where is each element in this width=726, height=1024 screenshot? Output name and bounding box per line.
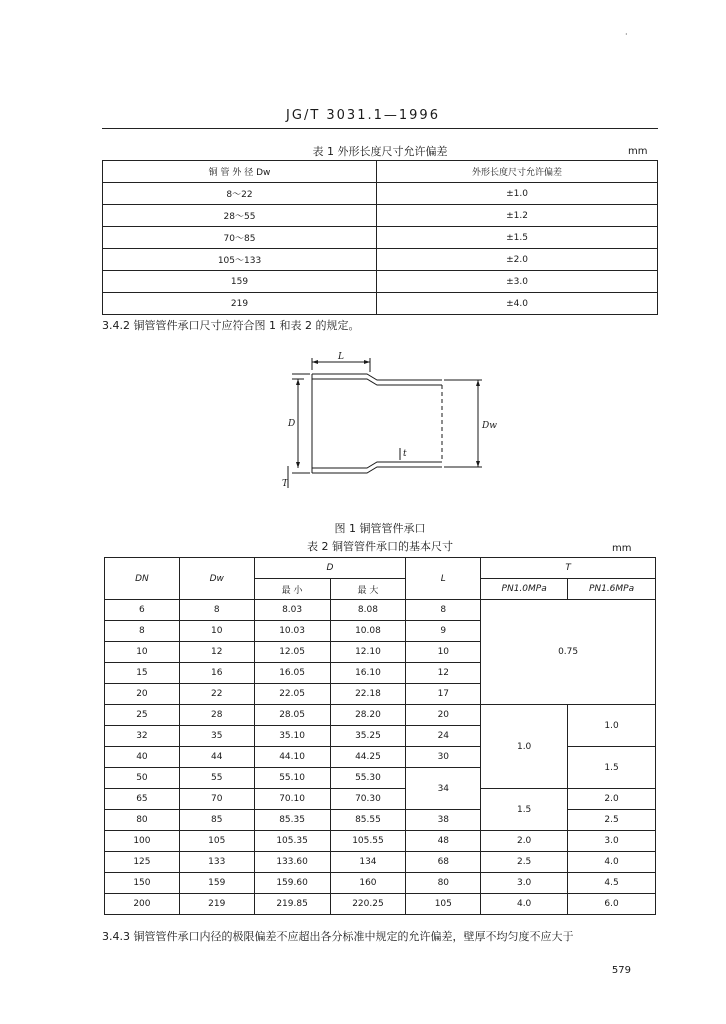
table-cell: ±1.2 [377, 205, 658, 227]
table-cell: 85.55 [330, 810, 406, 831]
table-row [105, 852, 656, 873]
table-cell: 25 [105, 705, 180, 726]
page-number: 579 [611, 965, 631, 976]
table-cell: 22.05 [254, 684, 330, 705]
table-row [103, 227, 658, 249]
table-cell: 219.85 [254, 894, 330, 915]
table-cell: 16.05 [254, 663, 330, 684]
table-cell: 100 [105, 831, 180, 852]
table-row [105, 894, 656, 915]
label-t: t [403, 449, 407, 459]
table-cell: 16.10 [330, 663, 406, 684]
page-header: JG/T 3031.1—1996 [286, 108, 440, 123]
table-cell: 133.60 [254, 852, 330, 873]
table-cell: 55 [179, 768, 254, 789]
table-cell: 48 [406, 831, 481, 852]
table-cell: 9 [406, 621, 481, 642]
table-cell: 219 [179, 894, 254, 915]
table-cell: 4.0 [568, 852, 656, 873]
table-cell: ±3.0 [377, 271, 658, 293]
table-cell: 105.55 [330, 831, 406, 852]
table-cell: 10 [105, 642, 180, 663]
table1-caption: 表 1 外形长度尺寸允许偏差 [312, 145, 448, 158]
table-cell: 105 [179, 831, 254, 852]
table-cell: 4.0 [481, 894, 568, 915]
table-cell: 1.5 [568, 747, 656, 789]
table-cell: 70 [179, 789, 254, 810]
table-cell: 8 [406, 600, 481, 621]
figure-socket-drawing [282, 348, 497, 493]
table-cell: ±4.0 [377, 293, 658, 315]
table-cell: 44.10 [254, 747, 330, 768]
table1-col-tolerance: 外形长度尺寸允许偏差 [377, 161, 658, 183]
table-cell: 24 [406, 726, 481, 747]
table-cell: 8～22 [103, 183, 377, 205]
table-row [105, 600, 656, 621]
label-Dw: Dw [482, 421, 497, 431]
table1-header-row [103, 161, 658, 183]
table-cell: 219 [103, 293, 377, 315]
table-cell: 2.5 [568, 810, 656, 831]
table-cell: 220.25 [330, 894, 406, 915]
table-cell: 28 [179, 705, 254, 726]
figure1-caption: 图 1 铜管管件承口 [334, 522, 426, 535]
table-cell: 12 [179, 642, 254, 663]
table-cell: 38 [406, 810, 481, 831]
table-cell: 10 [179, 621, 254, 642]
table-cell: 2.0 [568, 789, 656, 810]
table-cell: 34 [406, 768, 481, 810]
table-row [103, 249, 658, 271]
table-cell: 28.20 [330, 705, 406, 726]
label-T: T [282, 479, 289, 489]
table2 [104, 557, 656, 915]
table-cell: 105～133 [103, 249, 377, 271]
table-cell: 20 [105, 684, 180, 705]
table-cell: 105.35 [254, 831, 330, 852]
table-cell: 28～55 [103, 205, 377, 227]
table-cell: 150 [105, 873, 180, 894]
table-cell: 20 [406, 705, 481, 726]
table-cell: 3.0 [568, 831, 656, 852]
table-cell: 30 [406, 747, 481, 768]
table-row [103, 271, 658, 293]
table-cell: 68 [406, 852, 481, 873]
table-cell: 133 [179, 852, 254, 873]
table2-col-d-min: 最 小 [254, 579, 330, 600]
table-cell: 200 [105, 894, 180, 915]
table-cell: 28.05 [254, 705, 330, 726]
table-row [105, 831, 656, 852]
table-cell: 70.10 [254, 789, 330, 810]
table-cell: 70.30 [330, 789, 406, 810]
table2-col-t: T [481, 558, 656, 579]
table1-unit: mm [628, 146, 648, 157]
table1-col-dw: 铜 管 外 径 Dw [103, 161, 377, 183]
table-cell: 8 [179, 600, 254, 621]
paragraph-3-4-3: 3.4.3 铜管管件承口内径的极限偏差不应超出各分标准中规定的允许偏差，壁厚不均匀度不应大于 [102, 930, 574, 943]
paragraph-3-4-2: 3.4.2 铜管管件承口尺寸应符合图 1 和表 2 的规定。 [102, 319, 360, 332]
table-cell: 44.25 [330, 747, 406, 768]
table-cell: 3.0 [481, 873, 568, 894]
table1 [102, 160, 658, 315]
table-cell: 2.0 [481, 831, 568, 852]
table-row [105, 747, 656, 768]
table-cell: 1.0 [568, 705, 656, 747]
table-cell: 35.25 [330, 726, 406, 747]
table-cell: 17 [406, 684, 481, 705]
table-row [103, 293, 658, 315]
table-row [105, 873, 656, 894]
table-cell: 159 [179, 873, 254, 894]
table-row [105, 789, 656, 810]
table2-caption: 表 2 铜管管件承口的基本尺寸 [307, 540, 453, 553]
table-cell: 80 [406, 873, 481, 894]
table-cell: 12.05 [254, 642, 330, 663]
table-cell: 8.03 [254, 600, 330, 621]
table-cell: 4.5 [568, 873, 656, 894]
table-cell: 2.5 [481, 852, 568, 873]
table-cell: 12.10 [330, 642, 406, 663]
table-cell: 10.03 [254, 621, 330, 642]
table-cell: 15 [105, 663, 180, 684]
table-cell: 85 [179, 810, 254, 831]
table-cell: 55.30 [330, 768, 406, 789]
table2-header-row [105, 558, 656, 579]
table-cell: 160 [330, 873, 406, 894]
table-cell: 159.60 [254, 873, 330, 894]
table-cell: 125 [105, 852, 180, 873]
table-cell: 32 [105, 726, 180, 747]
table-cell: 1.0 [481, 705, 568, 789]
table2-col-l: L [406, 558, 481, 600]
table-cell: ±1.0 [377, 183, 658, 205]
table-cell: 8 [105, 621, 180, 642]
table2-col-pn16: PN1.6MPa [568, 579, 656, 600]
table-row [105, 810, 656, 831]
table-cell: 80 [105, 810, 180, 831]
table2-col-d: D [254, 558, 406, 579]
table-cell: 35 [179, 726, 254, 747]
table-cell: 134 [330, 852, 406, 873]
table2-col-dn: DN [105, 558, 180, 600]
table-cell: 22.18 [330, 684, 406, 705]
table2-col-pn10: PN1.0MPa [481, 579, 568, 600]
table-cell: 12 [406, 663, 481, 684]
table-cell: 8.08 [330, 600, 406, 621]
label-L: L [338, 352, 344, 362]
table-cell: 55.10 [254, 768, 330, 789]
label-D: D [288, 419, 296, 429]
scan-speck: · [625, 30, 628, 39]
table-cell: 105 [406, 894, 481, 915]
table-cell: 16 [179, 663, 254, 684]
table-cell: 44 [179, 747, 254, 768]
table-cell: 0.75 [481, 600, 656, 705]
table-cell: 65 [105, 789, 180, 810]
table-cell: 159 [103, 271, 377, 293]
table-cell: 10.08 [330, 621, 406, 642]
table-cell: 6.0 [568, 894, 656, 915]
table-row [103, 183, 658, 205]
table-cell: 35.10 [254, 726, 330, 747]
table-cell: ±1.5 [377, 227, 658, 249]
table-cell: 1.5 [481, 789, 568, 831]
table-cell: 70～85 [103, 227, 377, 249]
table-cell: ±2.0 [377, 249, 658, 271]
table2-unit: mm [612, 543, 632, 554]
table-cell: 6 [105, 600, 180, 621]
table-cell: 50 [105, 768, 180, 789]
table-cell: 85.35 [254, 810, 330, 831]
table-cell: 10 [406, 642, 481, 663]
table2-col-dw: Dw [179, 558, 254, 600]
table2-col-d-max: 最 大 [330, 579, 406, 600]
table-cell: 40 [105, 747, 180, 768]
table-row [105, 705, 656, 726]
table-row [103, 205, 658, 227]
header-rule [102, 128, 658, 129]
table-cell: 22 [179, 684, 254, 705]
